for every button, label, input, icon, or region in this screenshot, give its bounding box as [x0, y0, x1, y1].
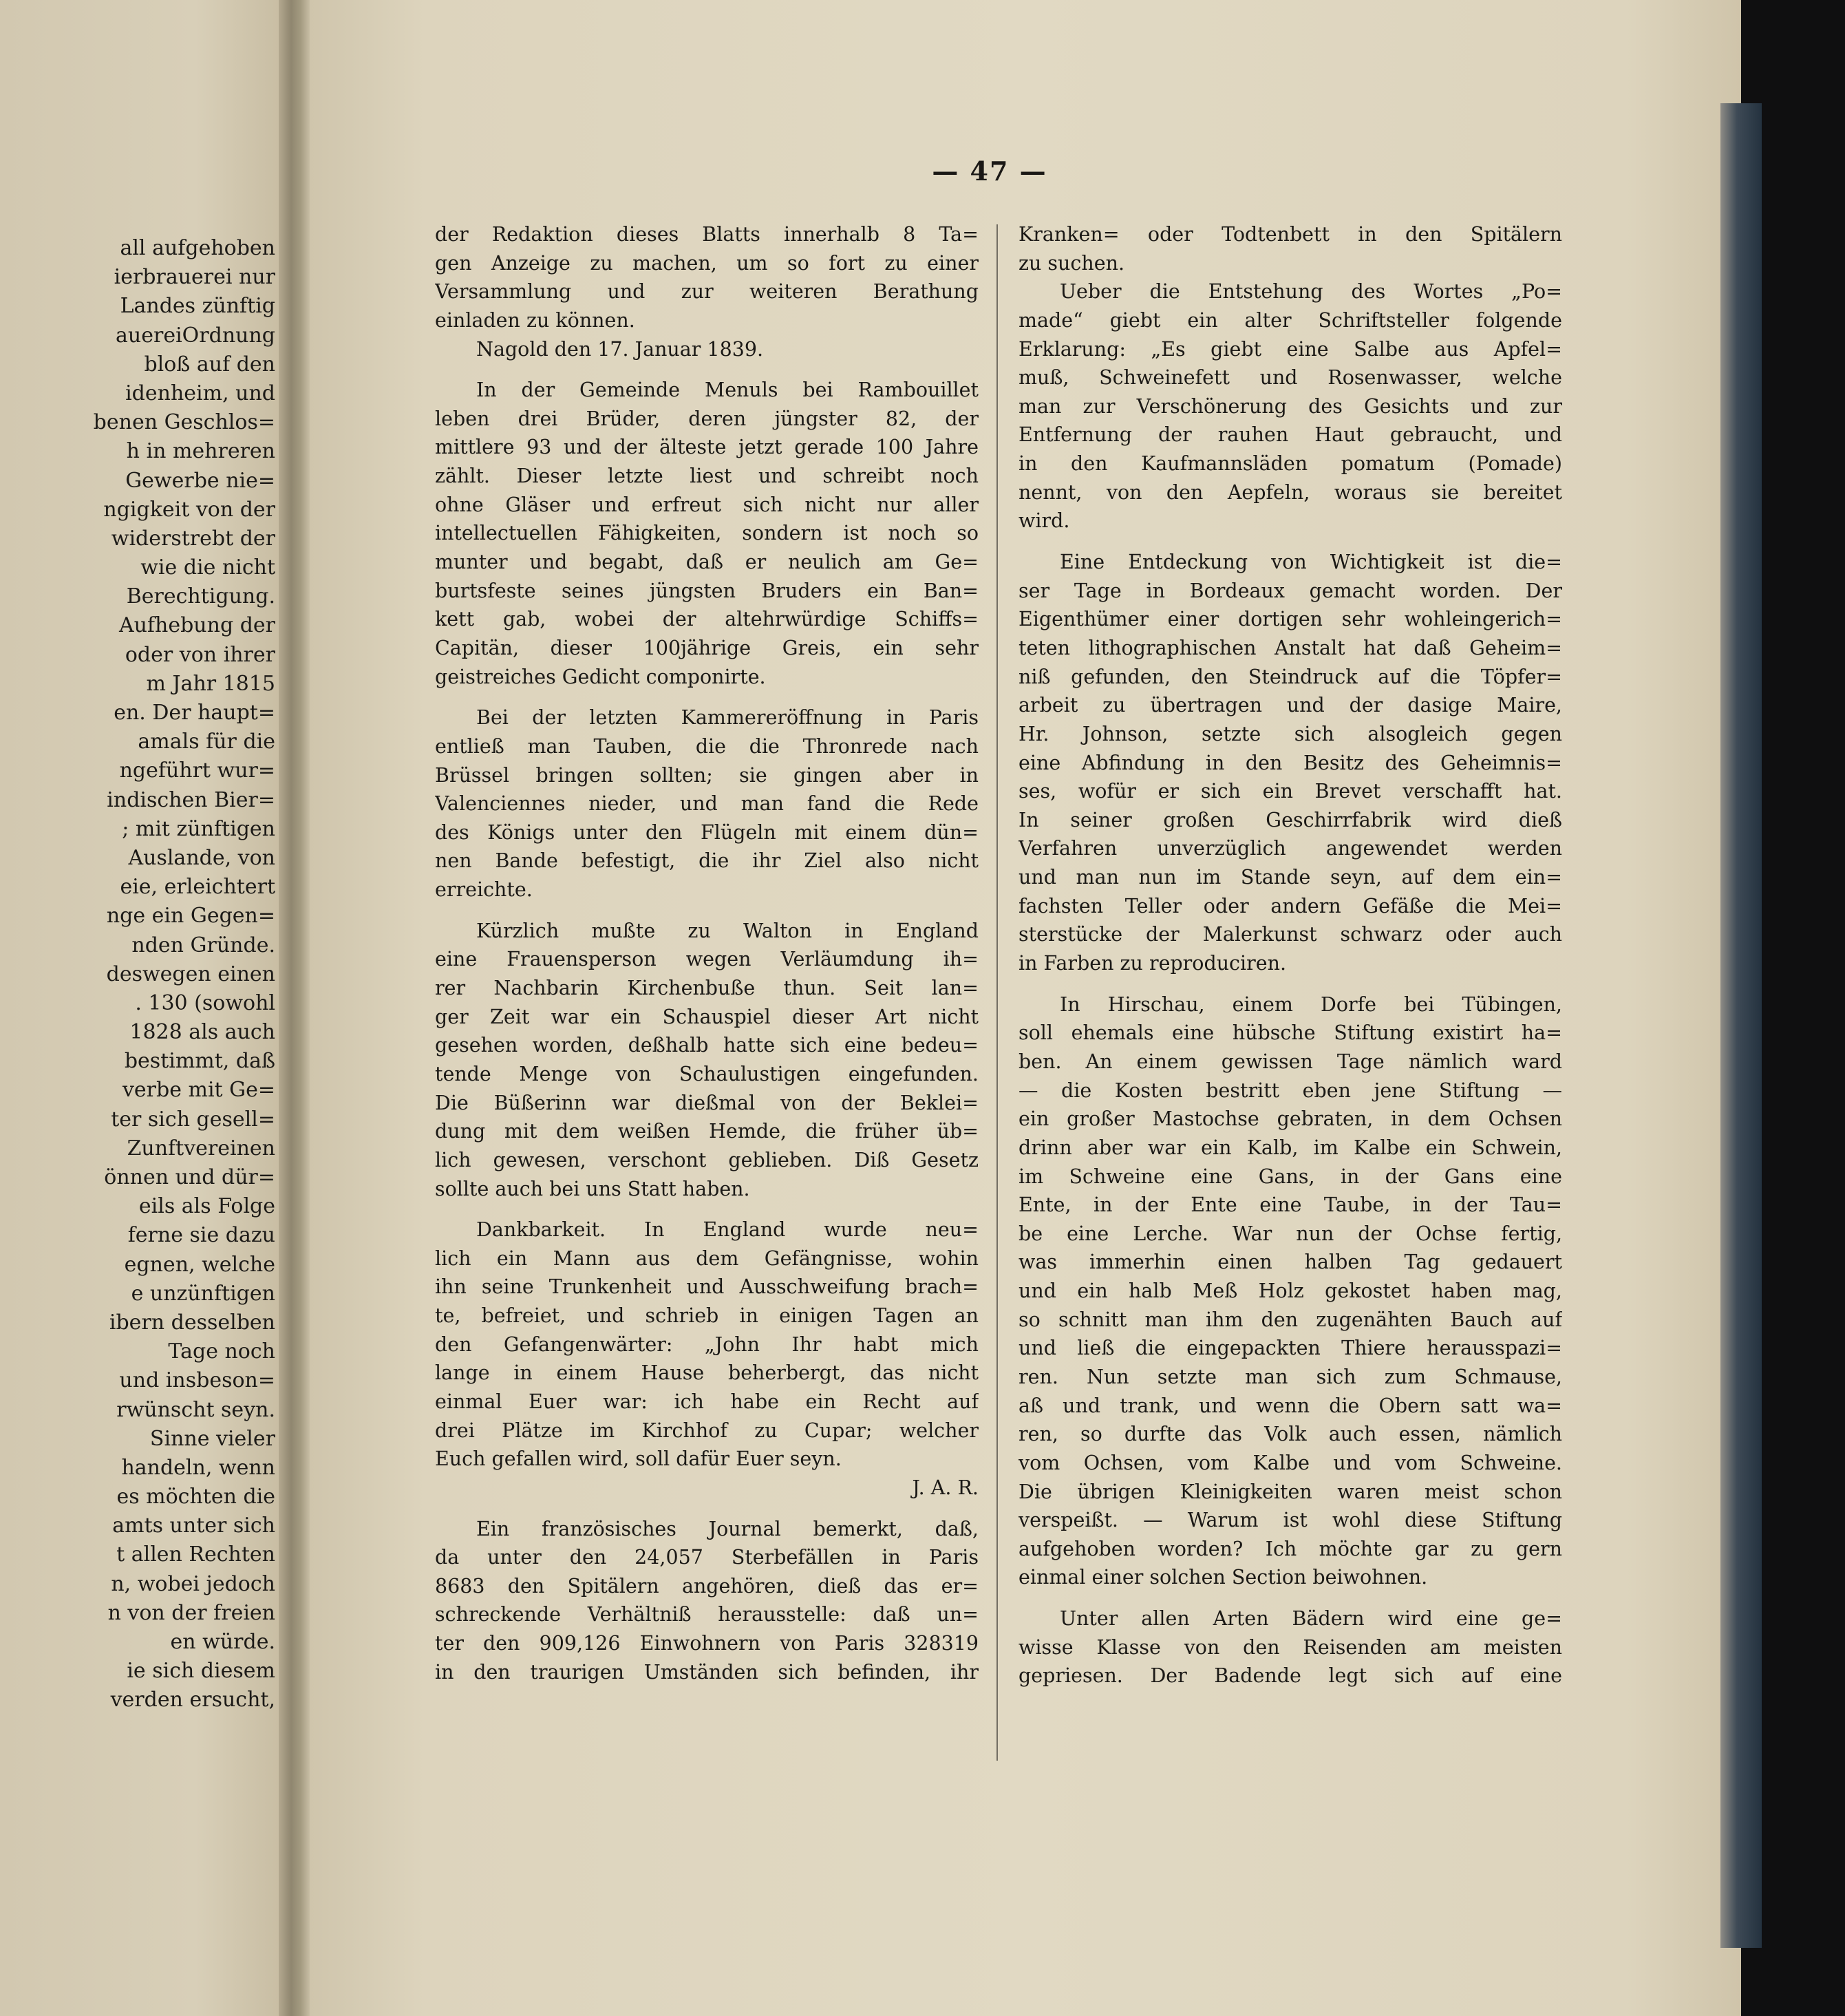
right-column-text-line: Kranken= oder Todtenbett in den Spitälern [1019, 223, 1562, 246]
middle-column-text-line: nen Bande befestigt, die ihr Ziel also nicht [435, 849, 979, 873]
middle-column-text-line: ihn seine Trunkenheit und Ausschweifung brach= [435, 1275, 979, 1299]
right-column-text-line: Eigenthümer einer dortigen sehr wohleingerich= [1019, 608, 1562, 631]
right-column-text-line: ren. Nun setzte man sich zum Schmause, [1019, 1365, 1562, 1388]
middle-column-text-line: ter den 909,126 Einwohnern von Paris 328319 [435, 1632, 979, 1655]
right-column-text-line: arbeit zu übertragen und der dasige Maire, [1019, 694, 1562, 717]
left-fragment-text-line: bestimmt, daß [124, 1049, 275, 1074]
middle-column-text-line: burtsfeste seines jüngsten Bruders ein Ban= [435, 579, 979, 602]
left-fragment-text-line: Gewerbe nie= [125, 468, 275, 493]
left-fragment-text-line: handeln, wenn [121, 1455, 275, 1480]
left-fragment-text-line: auereiOrdnung [116, 323, 275, 348]
right-column-text-line: aß und trank, und wenn die Obern satt wa= [1019, 1394, 1562, 1417]
right-column-text-line: ser Tage in Bordeaux gemacht worden. Der [1019, 579, 1562, 602]
right-column-text-line: sterstücke der Malerkunst schwarz oder auch [1019, 923, 1562, 946]
middle-column-text-line: Brüssel bringen sollten; sie gingen aber in [435, 763, 979, 787]
middle-column-text-line: drei Plätze im Kirchhof zu Cupar; welcher [435, 1419, 979, 1442]
left-fragment-text-line: und insbeson= [119, 1368, 275, 1393]
right-column-text-line: Ueber die Entstehung des Wortes „Po= [1060, 280, 1562, 304]
right-column-text-line: im Schweine eine Gans, in der Gans eine [1019, 1165, 1562, 1188]
middle-column-text-line: gen Anzeige zu machen, um so fort zu einer [435, 251, 979, 275]
middle-column-text-line: eine Frauensperson wegen Verläumdung ih= [435, 948, 979, 971]
right-column-text-line: ren, so durfte das Volk auch essen, nämlich [1019, 1423, 1562, 1446]
middle-column-text-line: rer Nachbarin Kirchenbuße thun. Seit lan= [435, 977, 979, 1000]
left-fragment-text-line: ierbrauerei nur [114, 265, 275, 290]
left-fragment-text-line: m Jahr 1815 [146, 671, 275, 696]
left-fragment-text-line: Auslande, von [128, 845, 275, 870]
right-column-text-line: ein großer Mastochse gebraten, in dem Ochsen [1019, 1107, 1562, 1131]
right-column-text-line: Unter allen Arten Bädern wird eine ge= [1060, 1607, 1562, 1631]
middle-column-text-line: einmal Euer war: ich habe ein Recht auf [435, 1390, 979, 1413]
left-fragment-text-line: ter sich gesell= [111, 1107, 275, 1132]
middle-column-text-line: lich ein Mann aus dem Gefängnisse, wohin [435, 1246, 979, 1270]
right-column-text-line: verspeißt. — Warum ist wohl diese Stiftung [1019, 1509, 1562, 1532]
middle-column-text-line: Versammlung und zur weiteren Berathung [435, 280, 979, 304]
middle-column-text-line: zählt. Dieser letzte liest und schreibt noch [435, 465, 979, 488]
right-column-text-line: und man nun im Stande seyn, auf dem ein= [1019, 866, 1562, 889]
left-fragment-text-line: Aufhebung der [118, 613, 275, 638]
middle-column-text-line: Valenciennes nieder, und man fand die Rede [435, 792, 979, 816]
right-column-text-line: vom Ochsen, vom Kalbe und vom Schweine. [1019, 1451, 1562, 1474]
middle-column-text-line: des Königs unter den Flügeln mit einem dün= [435, 820, 979, 844]
middle-column-text-line: munter und begabt, daß er neulich am Ge= [435, 551, 979, 574]
left-page [0, 0, 279, 2016]
paragraph-gap [435, 904, 979, 917]
right-column-text-line: niß gefunden, den Steindruck auf die Töpfer= [1019, 665, 1562, 688]
left-page-column-fragment [0, 234, 275, 1715]
left-fragment-text-line: ferne sie dazu [127, 1223, 275, 1248]
middle-column-text-line: mittlere 93 und der älteste jetzt gerade 100 Jahre [435, 436, 979, 459]
left-fragment-text-line: eils als Folge [138, 1194, 275, 1219]
middle-column-text-line: leben drei Brüder, deren jüngster 82, der [435, 407, 979, 430]
right-column-text-line: in Farben zu reproduciren. [1019, 952, 1287, 975]
middle-column-text-line: Dankbarkeit. In England wurde neu= [476, 1218, 979, 1242]
text-column-middle [435, 220, 979, 1686]
right-column-text-line: — die Kosten bestritt eben jene Stiftung — [1019, 1079, 1562, 1102]
left-fragment-text-line: benen Geschlos= [93, 410, 275, 435]
paragraph-gap [435, 363, 979, 376]
left-fragment-text-line: en. Der haupt= [114, 701, 275, 725]
left-fragment-text-line: all aufgehoben [120, 236, 275, 260]
left-fragment-text-line: ibern desselben [109, 1310, 275, 1335]
right-column-text-line: wisse Klasse von den Reisenden am meisten [1019, 1635, 1562, 1659]
left-fragment-text-line: Berechtigung. [126, 584, 275, 609]
middle-column-text-line: gesehen worden, deßhalb hatte sich eine bedeu= [435, 1034, 979, 1057]
right-column-text-line: fachsten Teller oder andern Gefäße die Mei= [1019, 894, 1562, 917]
middle-column-text-line: erreichte. [435, 878, 533, 902]
left-fragment-text-line: nden Gründe. [131, 933, 275, 957]
right-column-text-line: Hr. Johnson, setzte sich alsogleich gegen [1019, 722, 1562, 745]
middle-column-text-line: Kürzlich mußte zu Walton in England [476, 919, 979, 942]
right-column-text-line: soll ehemals eine hübsche Stiftung existirt ha= [1019, 1021, 1562, 1045]
right-column-text-line: Die übrigen Kleinigkeiten waren meist schon [1019, 1480, 1562, 1503]
left-fragment-text-line: e unzünftigen [131, 1281, 275, 1306]
left-fragment-text-line: verbe mit Ge= [122, 1078, 275, 1103]
paragraph-gap [1019, 1592, 1562, 1604]
right-column-text-line: In seiner großen Geschirrfabrik wird dieß [1019, 808, 1562, 831]
middle-column-text-line: Nagold den 17. Januar 1839. [476, 337, 764, 361]
middle-column-text-line: kett gab, wobei der altehrwürdige Schiffs= [435, 608, 979, 631]
right-column-text-line: be eine Lerche. War nun der Ochse fertig, [1019, 1222, 1562, 1245]
right-column-text-line: Entfernung der rauhen Haut gebraucht, und [1019, 423, 1562, 447]
left-fragment-text-line: ie sich diesem [127, 1659, 275, 1684]
middle-column-text-line: lich gewesen, verschont geblieben. Diß Gesetz [435, 1148, 979, 1171]
left-fragment-text-line: ; mit zünftigen [122, 816, 275, 841]
column-divider-rule [996, 224, 998, 1761]
middle-column-text-line: Ein französisches Journal bemerkt, daß, [476, 1517, 979, 1540]
middle-column-text-line: dung mit dem weißen Hemde, die früher üb= [435, 1120, 979, 1143]
right-column-text-line: teten lithographischen Anstalt hat daß Geheim= [1019, 636, 1562, 659]
middle-column-text-line: lange in einem Hause beherbergt, das nicht [435, 1361, 979, 1385]
right-column-text-line: gepriesen. Der Badende legt sich auf eine [1019, 1664, 1562, 1688]
middle-column-text-line: entließ man Tauben, die die Thronrede nach [435, 734, 979, 758]
middle-column-text-line: da unter den 24,057 Sterbefällen in Paris [435, 1546, 979, 1569]
left-fragment-text-line: n, wobei jedoch [111, 1571, 275, 1596]
left-fragment-text-line: n von der freien [107, 1600, 275, 1625]
right-column-text-line: man zur Verschönerung des Gesichts und zur [1019, 394, 1562, 418]
left-fragment-text-line: indischen Bier= [107, 787, 275, 812]
right-column-text-line: zu suchen. [1019, 251, 1125, 275]
left-fragment-text-line: Zunftvereinen [127, 1136, 275, 1160]
left-fragment-text-line: deswegen einen [106, 962, 275, 986]
right-column-text-line: Eine Entdeckung von Wichtigkeit ist die= [1060, 551, 1562, 574]
right-column-text-line: nennt, von den Aepfeln, woraus sie bereitet [1019, 480, 1562, 504]
middle-column-text-line: ohne Gläser und erfreut sich nicht nur aller [435, 493, 979, 516]
left-fragment-text-line: widerstrebt der [111, 526, 275, 551]
right-column-text-line: aufgehoben worden? Ich möchte gar zu gern [1019, 1537, 1562, 1560]
middle-column-text-line: ger Zeit war ein Schauspiel dieser Art nicht [435, 1005, 979, 1028]
left-fragment-text-line: es möchten die [116, 1485, 275, 1509]
right-column-text-line: eine Abfindung in den Besitz des Geheimnis= [1019, 751, 1562, 774]
left-fragment-text-line: eie, erleichtert [120, 875, 275, 900]
left-fragment-text-line: . 130 (sowohl [135, 990, 275, 1015]
left-fragment-text-line: amts unter sich [112, 1514, 275, 1538]
left-fragment-text-line: önnen und dür= [104, 1165, 275, 1189]
paragraph-gap [1019, 535, 1562, 548]
left-fragment-text-line: Sinne vieler [149, 1426, 275, 1451]
paragraph-gap [435, 691, 979, 703]
middle-column-text-line: Euch gefallen wird, soll dafür Euer seyn. [435, 1447, 842, 1471]
left-fragment-text-line: Landes zünftig [120, 294, 275, 319]
right-column-text-line: und ließ die eingepackten Thiere herausspazi= [1019, 1337, 1562, 1360]
right-column-text-line: Ente, in der Ente eine Taube, in der Tau= [1019, 1193, 1562, 1217]
middle-column-text-line: geistreiches Gedicht componirte. [435, 665, 766, 688]
right-column-text-line: Verfahren unverzüglich angewendet werden [1019, 837, 1562, 860]
right-column-text-line: In Hirschau, einem Dorfe bei Tübingen, [1060, 993, 1562, 1016]
right-column-text-line: muß, Schweinefett und Rosenwasser, welche [1019, 366, 1562, 390]
middle-column-text-line: sollte auch bei uns Statt haben. [435, 1177, 750, 1200]
text-column-right [1019, 220, 1562, 1690]
paragraph-gap [1019, 978, 1562, 990]
right-column-text-line: was immerhin einen halben Tag gedauert [1019, 1251, 1562, 1274]
left-fragment-text-line: en würde. [170, 1630, 275, 1654]
left-fragment-text-line: t allen Rechten [116, 1542, 275, 1567]
left-fragment-text-line: rwünscht seyn. [116, 1397, 275, 1422]
middle-column-text-line: 8683 den Spitälern angehören, dieß das er= [435, 1574, 979, 1598]
middle-column-text-line: der Redaktion dieses Blatts innerhalb 8 Ta= [435, 223, 979, 246]
left-fragment-text-line: verden ersucht, [110, 1688, 275, 1712]
middle-column-text-line: intellectuellen Fähigkeiten, sondern ist noch so [435, 522, 979, 545]
left-fragment-text-line: ngigkeit von der [103, 497, 275, 522]
middle-column-text-line: einladen zu können. [435, 308, 635, 332]
right-column-text-line: und ein halb Meß Holz gekostet haben mag, [1019, 1280, 1562, 1303]
right-column-text-line: einmal einer solchen Section beiwohnen. [1019, 1566, 1428, 1589]
paragraph-gap [435, 1503, 979, 1515]
left-fragment-text-line: Tage noch [168, 1339, 275, 1364]
middle-column-text-line: den Gefangenwärter: „John Ihr habt mich [435, 1333, 979, 1356]
left-fragment-text-line: ngeführt wur= [119, 758, 275, 783]
book-cover-edge [1720, 103, 1762, 1948]
left-fragment-text-line: nge ein Gegen= [106, 904, 275, 929]
right-column-text-line: drinn aber war ein Kalb, im Kalbe ein Schwein, [1019, 1136, 1562, 1159]
right-column-text-line: ben. An einem gewissen Tage nämlich ward [1019, 1050, 1562, 1073]
middle-column-text-line: te, befreiet, und schrieb in einigen Tagen an [435, 1304, 979, 1328]
right-column-text-line: ses, wofür er sich ein Brevet verschafft hat. [1019, 780, 1562, 803]
middle-column-text-line: Capitän, dieser 100jährige Greis, ein sehr [435, 636, 979, 659]
right-column-text-line: in den Kaufmannsläden pomatum (Pomade) [1019, 452, 1562, 476]
middle-column-text-line: in den traurigen Umständen sich befinden, ihr [435, 1660, 979, 1684]
middle-column-text-line: J. A. R. [912, 1476, 979, 1499]
middle-column-text-line: In der Gemeinde Menuls bei Rambouillet [476, 379, 979, 402]
left-fragment-text-line: bloß auf den [144, 352, 275, 376]
middle-column-text-line: Die Büßerinn war dießmal von der Beklei= [435, 1091, 979, 1114]
right-column-text-line: Erklarung: „Es giebt eine Salbe aus Apfel= [1019, 337, 1562, 361]
left-fragment-text-line: idenheim, und [125, 381, 275, 405]
page-number: — 47 — [932, 156, 1047, 187]
book-gutter [279, 0, 310, 2016]
middle-column-text-line: schreckende Verhältniß herausstelle: daß un= [435, 1603, 979, 1626]
paragraph-gap [435, 1203, 979, 1216]
left-fragment-text-line: wie die nicht [140, 555, 275, 580]
left-fragment-text-line: h in mehreren [126, 439, 275, 464]
middle-column-text-line: tende Menge von Schaulustigen eingefunden. [435, 1062, 979, 1085]
right-column-text-line: made“ giebt ein alter Schriftsteller folgende [1019, 308, 1562, 332]
left-fragment-text-line: amals für die [138, 730, 275, 754]
left-fragment-text-line: oder von ihrer [125, 642, 275, 667]
middle-column-text-line: Bei der letzten Kammereröffnung in Paris [476, 706, 979, 730]
right-column-text-line: wird. [1019, 509, 1070, 533]
left-fragment-text-line: egnen, welche [124, 1252, 275, 1277]
right-column-text-line: so schnitt man ihm den zugenähten Bauch auf [1019, 1308, 1562, 1331]
left-fragment-text-line: 1828 als auch [129, 1020, 275, 1045]
